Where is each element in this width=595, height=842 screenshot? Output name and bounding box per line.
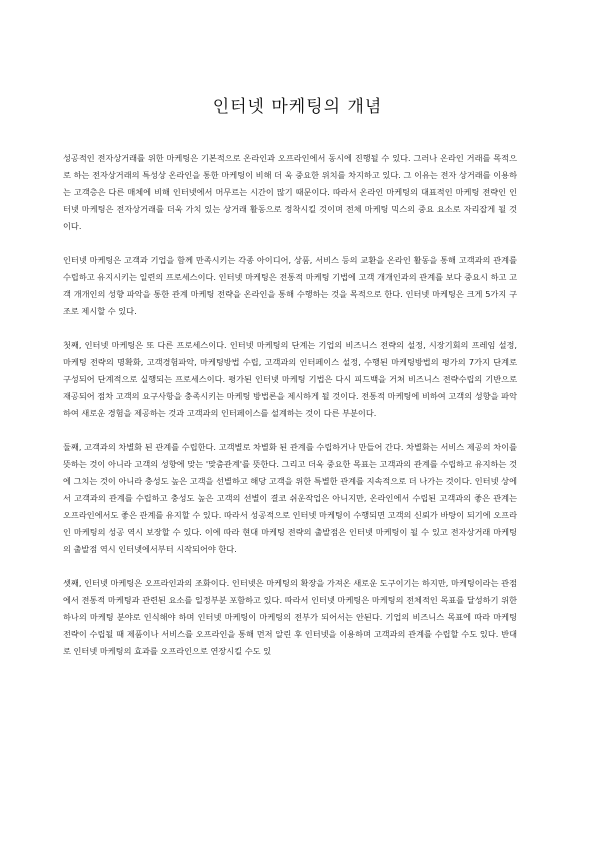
- paragraph-4: 둘째, 고객과의 차별화 된 관계를 수립한다. 고객별로 차별화 된 관계를 수립하거나 만들어 간다. 차별화는 서비스 제공의 차이를 뜻하는 것이 아니라 고객의 성향에 맞는 '맞춤관계'를 뜻한다. 그리고 더욱 중요한 목표는 고객과의 관계를 수립하고 유지하는 것에 그치는 것이 아니라 충성도 높은 고객을 선별하고 해당 고객을 위한 특별한 관계를 지속적으로 더 나가는 것이다. 인터넷 상에서 고객과의 관계를 수립하고 충성도 높은 고객의 선별이 결코 쉬운작업은 아니지만, 온라인에서 수립된 고객과의 좋은 관계는 오프라인에서도 좋은 관계를 유지할 수 있다. 따라서 성공적으로 인터넷 마케팅이 수행되면 고객의 신뢰가 바탕이 되기에 오프라인 마케팅의 성공 역시 보장할 수 있다. 이에 따라 현대 마케팅 전략의 출발점은 인터넷 마케팅이 될 수 있고 전자상거래 마케팅의 출발점 역시 인터넷에서부터 시작되어야 한다.: [63, 442, 517, 554]
- paragraph-2: 인터넷 마케팅은 고객과 기업을 함께 만족시키는 각종 아이디어, 상품, 서비스 등의 교환을 온라인 활동을 통해 고객과의 관계를 수립하고 유지시키는 일련의 프로세스이다. 인터넷 마케팅은 전통적 마케팅 기법에 고객 개개인과의 관계를 보다 중요시 하고 고객 개개인의 성향 파악을 통한 관계 마케팅 전략을 온라인을 통해 수행하는 것을 목적으로 한다. 인터넷 마케팅은 크게 5가지 구조로 제시할 수 있다.: [63, 255, 517, 316]
- document-title: 인터넷 마케팅의 개념: [212, 97, 383, 117]
- paragraph-1: 성공적인 전자상거래를 위한 마케팅은 기본적으로 온라인과 오프라인에서 동시에 진행될 수 있다. 그러나 온라인 거래를 목적으로 하는 전자상거래의 특성상 온라인을 통한 마케팅이 비해 더 욱 중요한 위치를 차지하고 있다. 그 이유는 전자 상거래를 이용하는 고객층은 다른 매체에 비해 인터넷에서 머무르는 시간이 많기 때문이다. 따라서 온라인 마케팅의 대표적인 마케팅 전략인 인터넷 마케팅은 전자상거래를 더욱 가치 있는 상거래 활동으로 정착시킬 것이며 전체 마케팅 믹스의 중요 요소로 자리잡게 될 것이다.: [63, 153, 517, 231]
- document-body: [63, 150, 517, 677]
- paragraph-5: 셋째, 인터넷 마케팅은 오프라인과의 조화이다. 인터넷은 마케팅의 확장을 가져온 새로운 도구이기는 하지만, 마케팅이라는 관점에서 전통적 마케팅과 관련된 요소를 일정부분 포함하고 있다. 따라서 인터넷 마케팅은 마케팅의 전체적인 목표를 달성하기 위한 하나의 마케팅 분야로 인식해야 하며 인터넷 마케팅이 마케팅의 전부가 되어서는 안된다. 기업의 비즈니스 목표에 따라 마케팅 전략이 수립될 때 제품이나 서비스를 오프라인을 통해 먼저 알린 후 인터넷을 이용하며 고객과의 관계를 수립할 수도 있다. 반대로 인터넷 마케팅의 효과를 오프라인으로 연장시킬 수도 있: [63, 578, 517, 656]
- paragraph-3: 첫째, 인터넷 마케팅은 또 다른 프로세스이다. 인터넷 마케팅의 단계는 기업의 비즈니스 전략의 설정, 시장기회의 프레임 설정, 마케팅 전략의 명확화, 고객경험파악, 마케팅방법 수립, 고객과의 인터페이스 설정, 수행된 마케팅방법의 평가의 7가지 단계로 구성되어 단계적으로 실행되는 프로세스이다. 평가된 인터넷 마케팅 기법은 다시 피드백을 거쳐 비즈니스 전략수립의 기반으로 재공되어 점차 고객의 요구사항을 충족시키는 마케팅 방법론을 제시하게 될 것이다. 전통적 마케팅에 비하여 고객의 성향을 파악하여 새로운 경험을 제공하는 것과 고객과의 인터페이스를 설계하는 것이 다른 부분이다.: [63, 340, 517, 418]
